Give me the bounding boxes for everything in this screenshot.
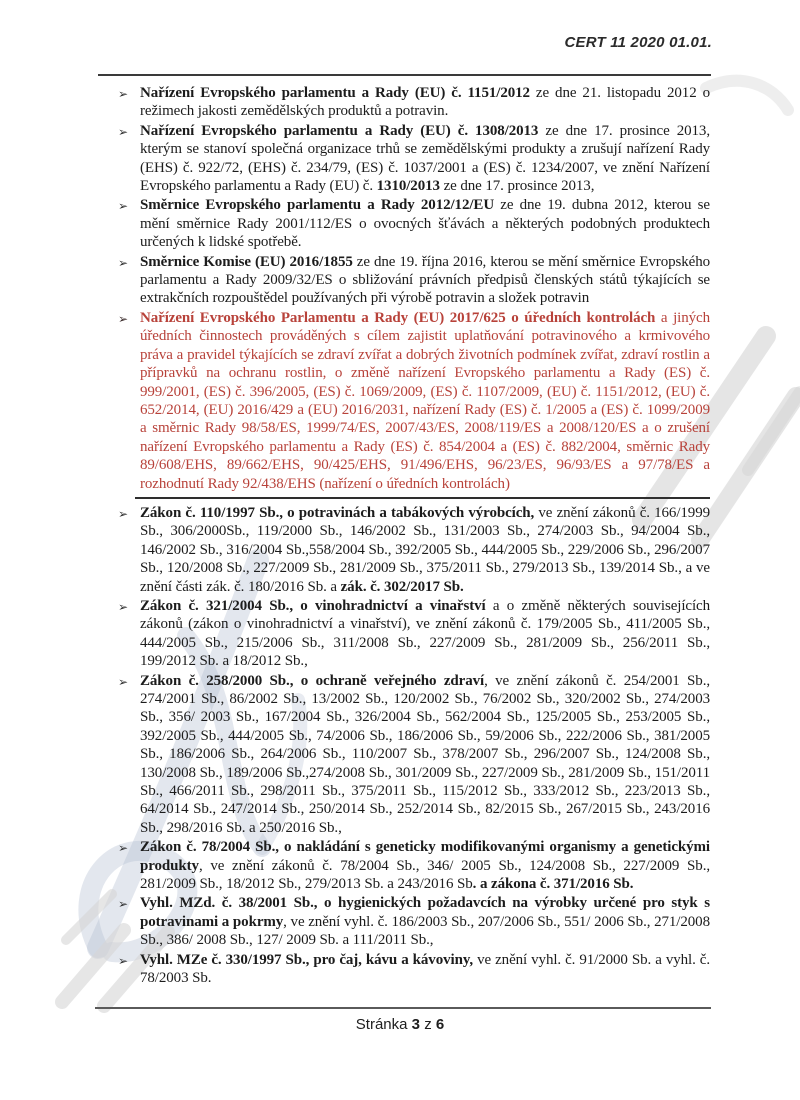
page-number-footer <box>0 1016 800 1033</box>
item-text-bold-segment: Zákon č. 258/2000 Sb., o ochraně veřejného zdraví <box>140 672 485 689</box>
document-code: CERT 11 2020 01.01. <box>564 34 712 51</box>
footer-rule <box>95 1007 711 1009</box>
item-text <box>140 839 710 892</box>
regulation-list <box>118 84 710 989</box>
item-text-bold-segment: Zákon č. 110/1997 Sb., o potravinách a tabákových výrobcích, <box>140 504 535 521</box>
item-text-bold-segment: Směrnice Komise (EU) 2016/1855 <box>140 253 353 270</box>
page-total: 6 <box>435 1016 445 1033</box>
header-rule <box>98 74 711 76</box>
item-text <box>140 505 710 595</box>
arrow-bullet-icon: ➢ <box>118 311 128 326</box>
list-item <box>118 951 710 988</box>
item-text-bold-segment: . a zákona č. 371/2016 Sb. <box>472 876 634 893</box>
item-text <box>140 254 710 307</box>
item-text-bold-segment: Zákon č. 78/2004 Sb., o nakládání s geneticky modifikovanými organismy a genetickými produkty <box>140 839 710 874</box>
item-text <box>140 85 710 119</box>
item-text <box>140 895 710 948</box>
item-text-segment: ze dne 19. října 2016, kterou se mění směrnice Evropského parlamentu a Rady 2009/32/ES o sbližování právních předpisů členských států týkajících se extrakčních rozpouštědel používaných při výrobě potravin a složek potravin <box>140 253 710 307</box>
arrow-bullet-icon: ➢ <box>118 87 128 101</box>
section-divider-rule <box>135 497 710 499</box>
list-item <box>118 196 710 251</box>
item-text <box>140 123 710 194</box>
item-text <box>140 673 710 836</box>
page-word: Stránka <box>355 1016 408 1033</box>
item-text-bold-segment: Vyhl. MZe č. 330/1997 Sb., pro čaj, kávu a kávoviny, <box>140 951 474 968</box>
item-text-bold-segment: Nařízení Evropského Parlamentu a Rady (EU) 2017/625 o úředních kontrolách <box>140 309 656 326</box>
arrow-bullet-icon: ➢ <box>118 897 128 912</box>
item-text-segment: ze dne 21. listopadu 2012 o režimech jakosti zemědělských produktů a potravin. <box>140 85 710 120</box>
item-text-segment: ze dne 19. dubna 2012, kterou se mění směrnice Rady 2001/112/ES o ovocných šťávách a některých podobných produktech určených k lidské spotřebě. <box>140 197 710 251</box>
list-item <box>118 253 710 308</box>
item-text-segment: ze dne 17. prosince 2013, kterým se stanoví společná organizace trhů se zemědělskými produkty a zrušují nařízení Rady (EHS) č. 922/72, (EHS) č. 234/79, (ES) č. 1037/2001 a (ES) č. 1234/2007, ve znění Nařízení Evropského parlamentu a Rady (EU) č. <box>140 122 710 195</box>
item-text <box>140 598 710 669</box>
item-text <box>140 197 710 250</box>
arrow-bullet-icon: ➢ <box>118 953 128 968</box>
item-text-bold-segment: 1310/2013 <box>376 178 440 195</box>
arrow-bullet-icon: ➢ <box>118 674 128 689</box>
list-item <box>118 84 710 121</box>
arrow-bullet-icon: ➢ <box>118 506 128 521</box>
item-text-segment: ve znění vyhl. č. 91/2000 Sb. a vyhl. č. 78/2003 Sb. <box>140 951 711 987</box>
item-text-bold-segment: zák. č. 302/2017 Sb. <box>340 578 464 595</box>
arrow-bullet-icon: ➢ <box>118 841 128 856</box>
item-text-bold-segment: Směrnice Evropského parlamentu a Rady 2012/12/EU <box>140 197 495 214</box>
item-text-bold-segment: Zákon č. 321/2004 Sb., o vinohradnictví a vinařství <box>140 597 486 614</box>
item-text <box>140 952 710 986</box>
item-text-segment: a o změně některých souvisejících zákonů (zákon o vinohradnictví a vinařství), ve znění zákonů č. 179/2005 Sb., 411/2005 Sb., 444/2005 Sb., 215/2006 Sb., 311/2008 Sb., 227/2009 Sb., 281/2009 Sb., 256/2011 Sb., 199/2012 Sb. a 18/2012 Sb., <box>140 597 711 670</box>
list-item <box>118 597 710 671</box>
list-item <box>118 838 710 893</box>
item-text <box>140 310 710 492</box>
list-item <box>118 309 710 493</box>
item-text-segment: a jiných úředních činnostech prováděných s cílem zajistit uplatňování potravinového a krmivového práva a pravidel týkajících se zdraví zvířat a dobrých životních podmínek zvířat, zdraví rostlin a přípravků na ochranu rostlin, o změně nařízení Evropského parlamentu a Rady (ES) č. 999/2001, (ES) č. 396/2005, (ES) č. 1069/2009, (ES) č. 1107/2009, (EU) č. 1151/2012, (EU) č. 652/2014, (EU) 2016/429 a (EU) 2016/2031, nařízení Rady (ES) č. 1/2005 a (ES) č. 1099/2009 a směrnic Rady 98/58/ES, 1999/74/ES, 2007/43/ES, 2008/119/ES a 2008/120/ES a o zrušení nařízení Evropského parlamentu a Rady (ES) č. 854/2004 a (ES) č. 882/2004, směrnic Rady 89/608/EHS, 89/662/EHS, 90/425/EHS, 91/496/EHS, 96/23/ES, 96/93/ES a 97/78/ES a rozhodnutí Rady 92/438/EHS (nařízení o úředních kontrolách) <box>140 309 710 492</box>
arrow-bullet-icon: ➢ <box>118 124 128 139</box>
item-text-segment: ve znění zákonů č. 166/1999 Sb., 306/2000Sb., 119/2000 Sb., 146/2002 Sb., 131/2003 Sb., 274/2003 Sb., 94/2004 Sb., 146/2002 Sb., 316/2004 Sb.,558/2004 Sb., 392/2005 Sb., 444/2005 Sb., 229/2006 Sb., 296/2007 Sb., 120/2008 Sb., 227/2009 Sb., 281/2009 Sb., 375/2011 Sb., 279/2013 Sb., 139/2014 Sb., a ve znění části zák. č. 180/2016 Sb. a <box>140 504 710 595</box>
list-item <box>118 122 710 196</box>
arrow-bullet-icon: ➢ <box>118 199 128 214</box>
list-item <box>118 504 710 596</box>
list-item <box>118 894 710 949</box>
item-text-bold-segment: Nařízení Evropského parlamentu a Rady (EU) č. 1151/2012 <box>140 85 530 101</box>
arrow-bullet-icon: ➢ <box>118 255 128 270</box>
item-text-segment: , ve znění zákonů č. 254/2001 Sb., 274/2001 Sb., 86/2002 Sb., 13/2002 Sb., 120/2002 Sb., 76/2002 Sb., 320/2002 Sb., 274/2003 Sb., 356/ 2003 Sb., 167/2004 Sb., 326/2004 Sb., 562/2004 Sb., 125/2005 Sb., 253/2005 Sb., 392/2005 Sb., 444/2005 Sb., 74/2006 Sb., 186/2006 Sb., 59/2006 Sb., 222/2006 Sb., 381/2005 Sb., 186/2006 Sb., 264/2006 Sb., 110/2007 Sb., 378/2007 Sb., 296/2007 Sb., 124/2008 Sb., 130/2008 Sb., 189/2006 Sb.,274/2008 Sb., 301/2009 Sb., 227/2009 Sb., 281/2009 Sb., 151/2011 Sb., 466/2011 Sb., 298/2011 Sb., 375/2011 Sb., 115/2012 Sb., 333/2012 Sb., 223/2013 Sb., 64/2014 Sb., 247/2014 Sb., 250/2014 Sb., 252/2014 Sb., 82/2015 Sb., 267/2015 Sb., 243/2016 Sb., 298/2016 Sb. a 250/2016 Sb., <box>140 672 710 836</box>
item-text-bold-segment: Nařízení Evropského parlamentu a Rady (EU) č. 1308/2013 <box>140 122 539 139</box>
item-text-segment: ze dne 17. prosince 2013, <box>439 178 595 195</box>
item-text-segment: , ve znění zákonů č. 78/2004 Sb., 346/ 2005 Sb., 124/2008 Sb., 227/2009 Sb., 281/2009 Sb., 18/2012 Sb., 279/2013 Sb. a 243/2016 Sb <box>140 857 710 893</box>
arrow-bullet-icon: ➢ <box>118 599 128 614</box>
item-text-bold-segment: Vyhl. MZd. č. 38/2001 Sb., o hygienických požadavcích na výrobky určené pro styk s potravinami a pokrmy <box>140 895 710 930</box>
of-word: z <box>424 1016 432 1033</box>
page-number: 3 <box>411 1016 421 1033</box>
list-item <box>118 672 710 838</box>
item-text-segment: , ve znění vyhl. č. 186/2003 Sb., 207/2006 Sb., 551/ 2006 Sb., 271/2008 Sb., 386/ 2008 Sb., 127/ 2009 Sb. a 111/2011 Sb., <box>140 913 710 949</box>
